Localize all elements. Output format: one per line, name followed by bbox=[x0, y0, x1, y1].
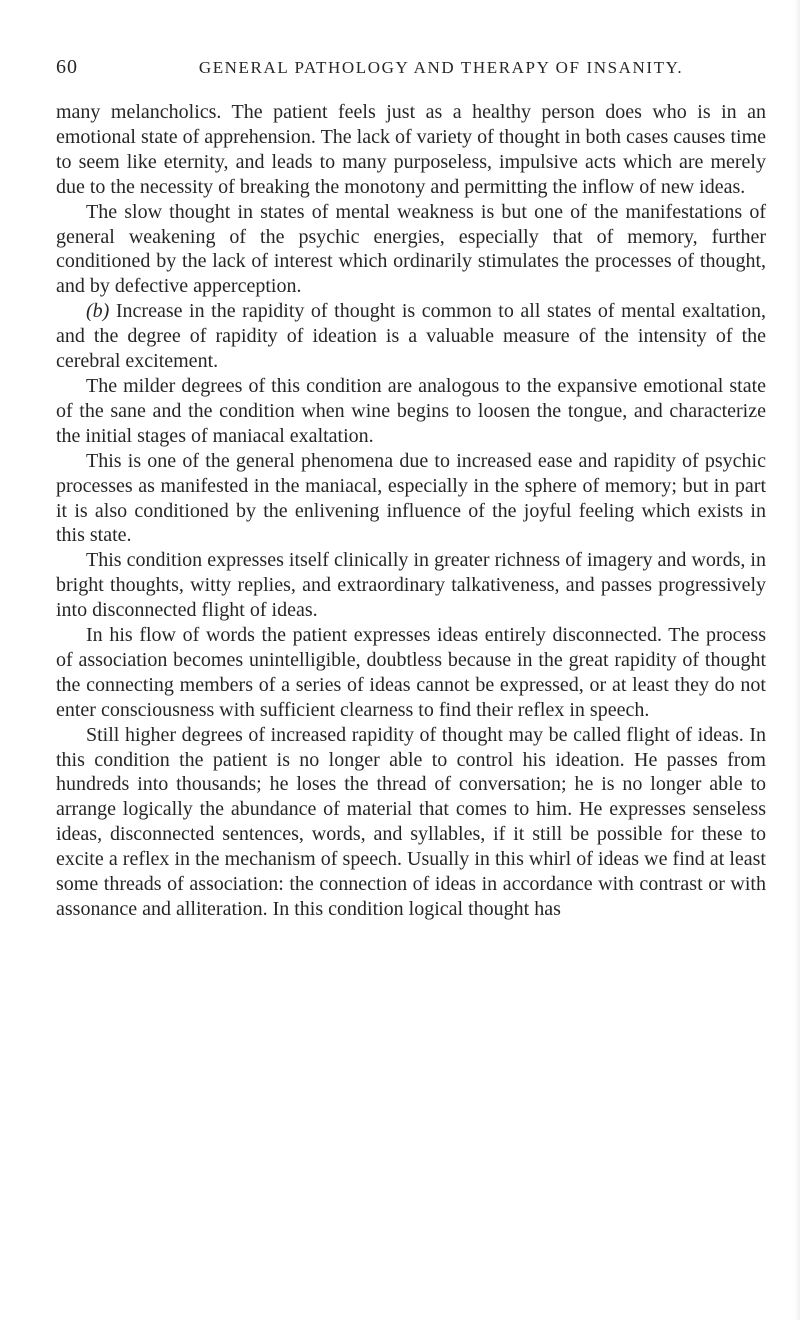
paragraph-3-text: Increase in the rapidity of thought is common to all states of mental exaltation, and the degree of rapidity of ideation is a valuable measure of the intensity of the cerebral excitement. bbox=[56, 300, 766, 373]
paragraph-5: This is one of the general phenomena due to increased ease and rapidity of psychic processes as manifested in the maniacal, especially in the sphere of memory; but in part it is also conditioned by the enlivening influence of the joyful feeling which exists in this state. bbox=[56, 449, 766, 547]
book-page bbox=[56, 56, 766, 1296]
paragraph-1: many melancholics. The patient feels just as a healthy person does who is in an emotional state of apprehension. The lack of variety of thought in both cases causes time to seem like eternity, and leads to many purposeless, impulsive acts which are merely due to the necessity of breaking the monotony and permitting the inflow of new ideas. bbox=[56, 101, 766, 198]
running-head bbox=[56, 56, 766, 86]
paragraph-6: This condition expresses itself clinically in greater richness of imagery and words, in bright thoughts, witty replies, and extraordinary talkativeness, and passes progressively into disconnected flight of ideas. bbox=[56, 549, 766, 622]
running-title: GENERAL PATHOLOGY AND THERAPY OF INSANITY. bbox=[198, 58, 684, 77]
paragraph-2: The slow thought in states of mental weakness is but one of the manifestations of general weakening of the psychic energies, especially that of memory, further conditioned by the lack of interest which ordinarily stimulates the processes of thought, and by defective apperception. bbox=[56, 200, 766, 298]
paragraph-7: In his flow of words the patient expresses ideas entirely disconnected. The process of association becomes unintelligible, doubtless because in the great rapidity of thought the connecting members of a series of ideas cannot be expressed, or at least they do not enter consciousness with sufficient clearness to find their reflex in speech. bbox=[56, 624, 766, 721]
paragraph-8: Still higher degrees of increased rapidity of thought may be called flight of ideas. In this condition the patient is no longer able to control his ideation. He passes from hundreds into thousands; he loses the thread of conversation; he is no longer able to arrange logically the abundance of material that comes to him. He expresses senseless ideas, disconnected sentences, words, and syllables, if it still be possible for these to excite a reflex in the mechanism of speech. Usually in this whirl of ideas we find at least some threads of association: the connection of ideas in accordance with contrast or with assonance and alliteration. In this condition logical thought has bbox=[56, 723, 766, 920]
page-number: 60 bbox=[56, 56, 78, 78]
paragraph-3 bbox=[56, 299, 766, 374]
body-text bbox=[56, 100, 766, 922]
section-marker: (b) bbox=[86, 300, 110, 323]
paragraph-4: The milder degrees of this condition are analogous to the expansive emotional state of the sane and the condition when wine begins to loosen the tongue, and characterize the initial stages of maniacal exaltation. bbox=[56, 374, 766, 447]
page-edge-shadow bbox=[794, 0, 800, 1320]
